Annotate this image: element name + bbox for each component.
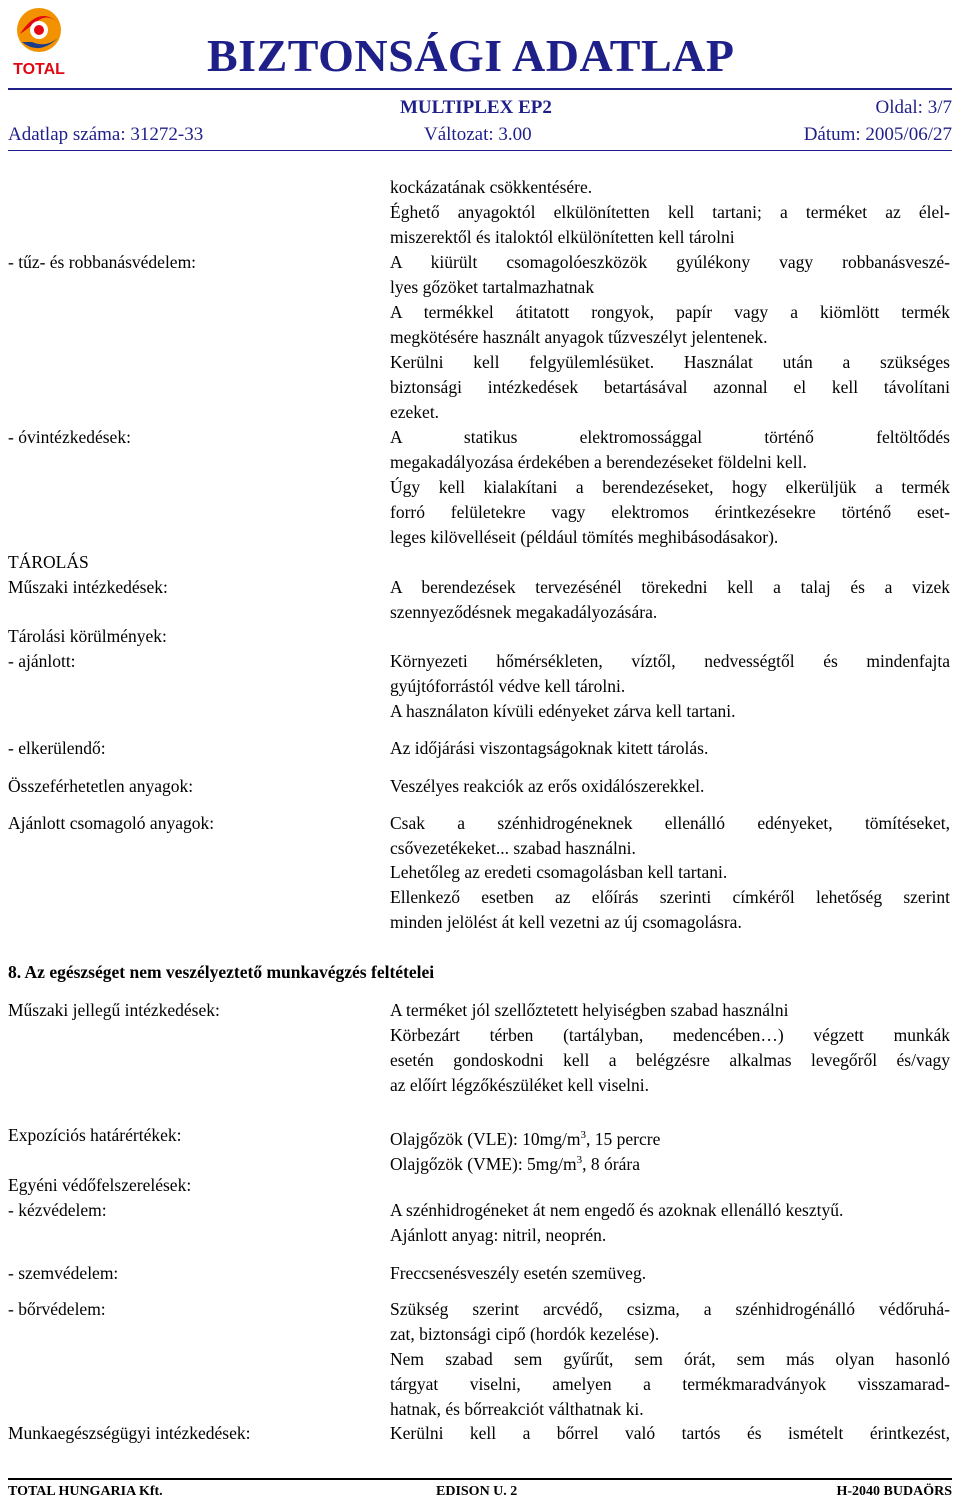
precaution-label: - óvintézkedések: [8,427,131,447]
incompatible-label: Összeférhetetlen anyagok: [8,776,194,796]
hand-protection-label: - kézvédelem: [8,1200,107,1220]
ppe-label: Egyéni védőfelszerelések: [8,1175,192,1195]
total-logo-icon [8,4,70,56]
precaution-line: Úgy kell kialakítani a berendezéseket, hogy elkerüljük a termék [390,477,950,497]
version: Változat: 3.00 [424,124,532,145]
packaging-line: Ellenkező esetben az előírás szerinti címkéről lehetőség szerint [390,887,950,907]
s8-tech-line: az előírt légzőkészüléket kell viselni. [390,1075,649,1095]
storage-tech-label: Műszaki intézkedések: [8,577,168,597]
fire-protection-line: A kiürült csomagolóeszközök gyúlékony vagy robbanásveszé- [390,252,950,272]
total-logo-text: TOTAL [13,61,65,78]
hand-protection-line: Ajánlott anyag: nitril, neoprén. [390,1225,607,1245]
exposure-vme-sup: 3 [576,1154,583,1166]
exposure-vme-text: Olajgőzök (VME): 5mg/m [390,1154,577,1174]
fire-protection-line: A termékkel átitatott rongyok, papír vagy a kiömlött termék [390,302,950,322]
skin-protection-line: Szükség szerint arcvédő, csizma, a szénhidrogénálló védőruhá- [390,1299,950,1319]
exposure-vme [390,1150,640,1174]
storage-recommended-line: A használaton kívüli edényeket zárva kell tartani. [390,701,736,721]
packaging-label: Ajánlott csomagoló anyagok: [8,813,215,833]
s8-tech-line: A terméket jól szellőztetett helyiségben szabad használni [390,1000,789,1020]
date: Dátum: 2005/06/27 [803,124,952,145]
storage-tech-line: A berendezések tervezésénél törekedni kell a talaj és a vizek [390,577,950,597]
incompatible-line: Veszélyes reakciók az erős oxidálószerekkel. [390,776,705,796]
continuation-line: Éghető anyagoktól elkülönítetten kell tartani; a terméket az élel- [390,202,950,222]
storage-conditions-label: Tárolási körülmények: [8,626,167,646]
fire-protection-line: lyes gőzöket tartalmazhatnak [390,277,595,297]
footer-company: TOTAL HUNGARIA Kft. [8,1484,163,1499]
exposure-vle-text: Olajgőzök (VLE): 10mg/m [390,1129,581,1149]
storage-recommended-line: gyújtóforrástól védve kell tárolni. [390,676,626,696]
storage-avoid-line: Az időjárási viszontagságoknak kitett tárolás. [390,738,709,758]
fire-protection-line: Kerülni kell felgyülemlésüket. Használat után a szükséges [390,352,950,372]
packaging-line: Lehetőleg az eredeti csomagolásban kell tartani. [390,862,728,882]
exposure-vle-sup: 3 [580,1129,587,1141]
s8-tech-line: Körbezárt térben (tartályban, medencében…) végzett munkák [390,1025,950,1045]
fire-protection-line: ezeket. [390,402,440,422]
exposure-vle [390,1125,660,1149]
document-title: BIZTONSÁGI ADATLAP [207,30,735,81]
skin-protection-line: zat, biztonsági cipő (hordók kezelése). [390,1324,660,1344]
storage-avoid-label: - elkerülendő: [8,738,106,758]
eye-protection-label: - szemvédelem: [8,1263,119,1283]
skin-protection-line: hatnak, és bőrreakciót válthatnak ki. [390,1399,644,1419]
fire-protection-line: biztonsági intézkedések betartásával azonnal el kell távolítani [390,377,950,397]
total-logo [8,4,70,78]
skin-protection-line: Nem szabad sem gyűrűt, sem órát, sem más olyan hasonló [390,1349,950,1369]
storage-tech-line: szennyeződésnek megakadályozására. [390,602,658,622]
exposure-vle-rest: , 15 percre [586,1129,661,1149]
exposure-vme-rest: , 8 órára [582,1154,640,1174]
skin-protection-label: - bőrvédelem: [8,1299,106,1319]
precaution-line: megakadályozása érdekében a berendezéseket földelni kell. [390,452,807,472]
continuation-line: miszerektől és italoktól elkülönítetten kell tárolni [390,227,735,247]
precaution-line: leges kilövelléseit (például tömítés meghibásodásakor). [390,527,779,547]
hand-protection-line: A szénhidrogéneket át nem engedő és azoknak ellenálló kesztyű. [390,1200,844,1220]
eye-protection-line: Freccsenésveszély esetén szemüveg. [390,1263,647,1283]
continuation-line: kockázatának csökkentésére. [390,177,593,197]
health-measures-line: Kerülni kell a bőrrel való tartós és ismételt érintkezést, [390,1423,950,1443]
packaging-line: csővezetékeket... szabad használni. [390,838,636,858]
product-name: MULTIPLEX EP2 [400,97,552,118]
s8-tech-label: Műszaki jellegű intézkedések: [8,1000,220,1020]
skin-protection-line: tárgyat viselni, amelyen a termékmaradványok visszamarad- [390,1374,950,1394]
precaution-line: forró felületekre vagy elektromos érintkezésekre történő eset- [390,502,950,522]
footer-rule [8,1478,952,1480]
section8-heading: 8. Az egészséget nem veszélyeztető munkavégzés feltételei [8,962,435,982]
page-number: Oldal: 3/7 [875,97,952,118]
header-rule-bottom [8,150,952,151]
health-measures-label: Munkaegészségügyi intézkedések: [8,1423,251,1443]
packaging-line: Csak a szénhidrogéneknek ellenálló edényeket, tömítéseket, [390,813,950,833]
header-rule-top [8,88,952,90]
footer-street: EDISON U. 2 [436,1484,518,1499]
s8-tech-line: esetén gondoskodni kell a belégzésre alkalmas levegőről és/vagy [390,1050,950,1070]
exposure-label: Expozíciós határértékek: [8,1125,182,1145]
storage-heading: TÁROLÁS [8,552,89,572]
sheet-number: Adatlap száma: 31272-33 [8,124,204,145]
fire-protection-line: megkötésére használt anyagok tűzveszélyt jelentenek. [390,327,768,347]
fire-protection-label: - tűz- és robbanásvédelem: [8,252,197,272]
storage-recommended-line: Környezeti hőmérsékleten, víztől, nedvességtől és mindenfajta [390,651,950,671]
packaging-line: minden jelölést át kell vezetni az új csomagolásra. [390,912,742,932]
footer-city: H-2040 BUDAÖRS [836,1484,952,1499]
storage-recommended-label: - ajánlott: [8,651,76,671]
precaution-line: A statikus elektromossággal történő feltöltődés [390,427,950,447]
